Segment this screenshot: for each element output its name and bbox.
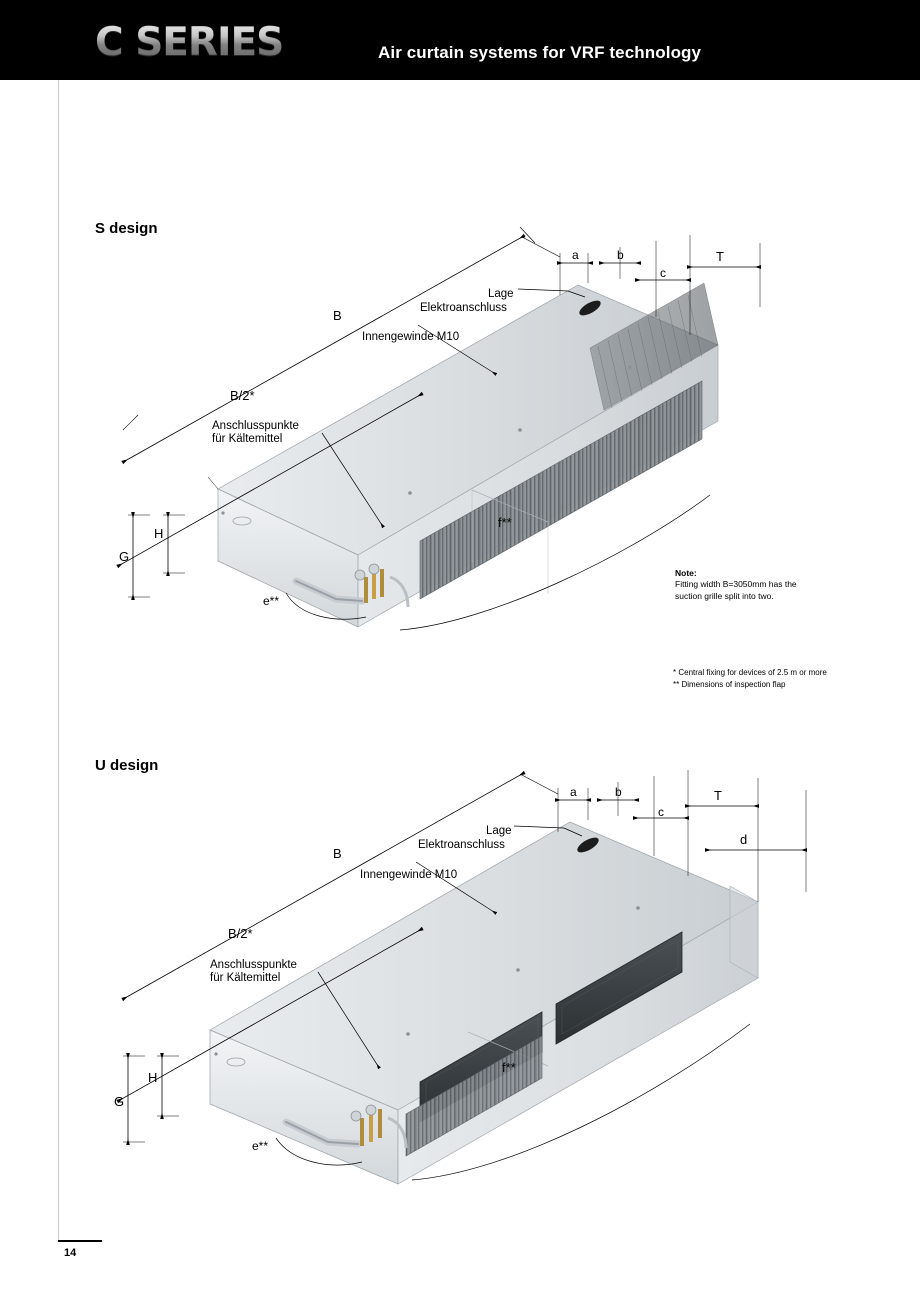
label-c: c [658, 805, 664, 819]
label-g: G [114, 1094, 125, 1109]
note-line-1: Fitting width B=3050mm has the [675, 579, 797, 590]
label-f: f** [502, 1060, 516, 1075]
label-anschluss-line2: für Kältemittel [210, 972, 281, 984]
label-a: a [572, 248, 579, 262]
note-block [675, 568, 875, 602]
label-b: B [333, 308, 342, 323]
figure-u-design [90, 760, 850, 1190]
label-lage-line1: Lage [486, 825, 512, 837]
brand-logo: C SERIES [95, 20, 284, 65]
label-innengewinde: Innengewinde M10 [362, 331, 460, 343]
section-title-s-design: S design [95, 220, 158, 237]
label-b: B [333, 846, 342, 861]
label-g: G [119, 549, 130, 564]
label-a: a [570, 785, 577, 799]
page-number: 14 [64, 1247, 77, 1259]
footnote-double-star: ** Dimensions of inspection flap [673, 679, 786, 689]
label-h: H [148, 1070, 158, 1085]
label-anschluss-line2: für Kältemittel [212, 433, 283, 445]
label-anschluss-line1: Anschlusspunkte [212, 420, 299, 432]
label-lage-line1: Lage [488, 288, 514, 300]
page-header [0, 0, 920, 80]
label-t: T [716, 249, 724, 264]
label-anschluss-line1: Anschlusspunkte [210, 959, 297, 971]
label-e: e** [252, 1139, 269, 1153]
label-innengewinde: Innengewinde M10 [360, 869, 458, 881]
header-title: Air curtain systems for VRF technology [378, 43, 702, 62]
label-b-small: b [617, 248, 624, 262]
label-e: e** [263, 594, 280, 608]
label-lage-line2: Elektroanschluss [420, 302, 507, 314]
label-d: d [740, 832, 748, 847]
label-b-small: b [615, 785, 622, 799]
label-t: T [714, 788, 722, 803]
label-lage-line2: Elektroanschluss [418, 839, 505, 851]
footer-rule [58, 1240, 102, 1242]
left-vertical-rule [58, 80, 59, 1240]
footnotes-block [673, 667, 903, 690]
note-line-2: suction grille split into two. [675, 590, 774, 601]
footnote-single-star: * Central fixing for devices of 2.5 m or more [673, 668, 827, 677]
label-f: f** [498, 515, 512, 530]
label-c: c [660, 266, 666, 280]
label-h: H [154, 526, 164, 541]
label-b-half: B/2* [230, 388, 255, 403]
label-b-half: B/2* [228, 926, 253, 941]
note-heading: Note: [675, 568, 697, 578]
section-title-u-design: U design [95, 757, 159, 774]
